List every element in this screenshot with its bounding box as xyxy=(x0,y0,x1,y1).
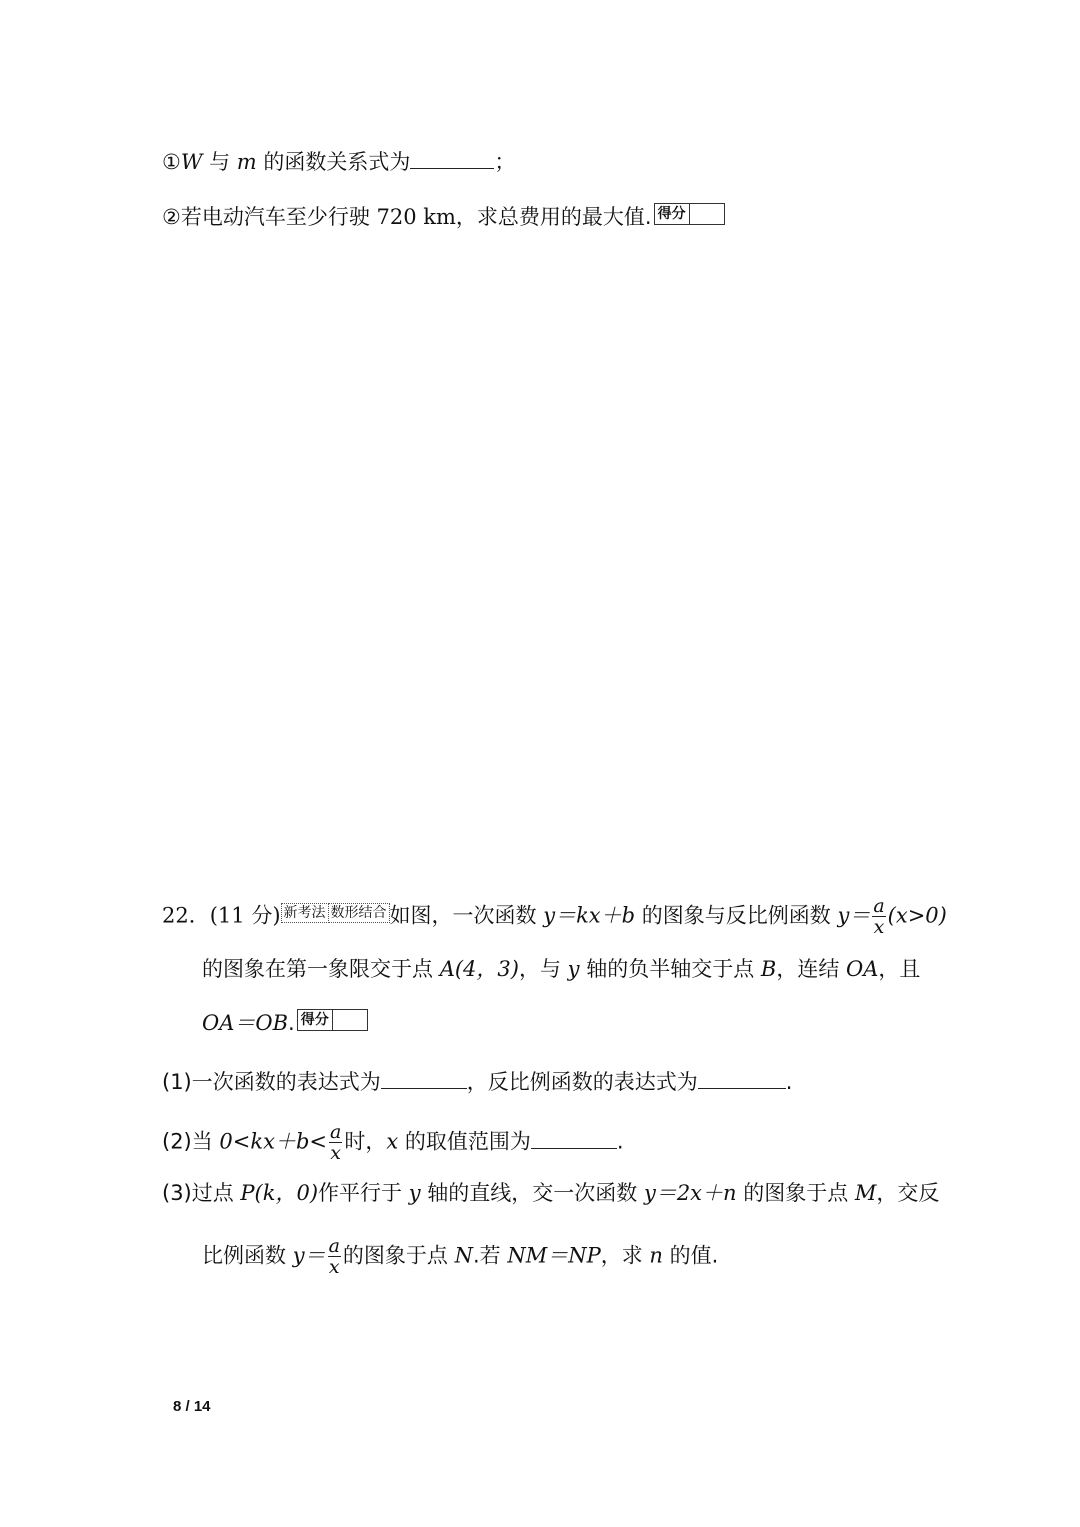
text: ，与 xyxy=(518,957,568,981)
text: 的图象与反比例函数 xyxy=(635,903,838,928)
frac-denominator: x xyxy=(330,1142,342,1164)
tag-number-shape: 数形结合 xyxy=(328,903,390,923)
var-x: x xyxy=(386,1129,399,1154)
text: 如图，一次函数 xyxy=(389,903,544,928)
sub-question-1 xyxy=(162,146,515,177)
text: . xyxy=(785,1070,793,1094)
text: 的图象在第一象限交于点 xyxy=(202,957,440,981)
text: 轴的直线，交一次函数 xyxy=(420,1181,644,1205)
text: ，求总费用的最大值. xyxy=(455,205,652,229)
answer-blank[interactable] xyxy=(410,146,494,169)
text: 的取值范围为 xyxy=(398,1129,531,1154)
fraction-a-over-x xyxy=(328,1236,341,1277)
score-box xyxy=(297,1009,368,1031)
page-number: 8 / 14 xyxy=(173,1398,211,1415)
q22-line-1 xyxy=(162,896,947,937)
text: ，求 xyxy=(600,1243,650,1268)
text: ②若电动汽车至少行驶 xyxy=(162,205,377,229)
var-m: m xyxy=(236,150,257,174)
text: 的图象于点 xyxy=(736,1181,855,1205)
distance-value: 720 km xyxy=(376,205,456,229)
domain-condition: (x>0) xyxy=(887,903,947,928)
q22-line-2 xyxy=(202,954,920,984)
text: ，反比例函数的表达式为 xyxy=(466,1070,698,1094)
linear-equation: y＝kx＋b xyxy=(543,903,636,928)
text: ，且 xyxy=(878,957,921,981)
score-label: 得分 xyxy=(298,1010,333,1030)
var-w: W xyxy=(180,150,203,174)
text: . xyxy=(288,1011,295,1035)
point-a: A(4，3) xyxy=(439,957,519,981)
score-cell[interactable] xyxy=(333,1010,367,1030)
answer-blank-range[interactable] xyxy=(531,1126,617,1149)
text: 与 xyxy=(202,150,237,174)
text: .若 xyxy=(472,1243,508,1268)
inverse-y: y＝ xyxy=(292,1243,326,1268)
inverse-y: y＝ xyxy=(837,903,871,928)
text: 时， xyxy=(344,1129,387,1154)
circled-one: ① xyxy=(162,150,181,174)
part-3-line-2 xyxy=(202,1236,718,1277)
text: 的图象于点 xyxy=(342,1243,455,1268)
score-label: 得分 xyxy=(655,204,690,224)
text: 比例函数 xyxy=(202,1243,293,1268)
text: 作平行于 xyxy=(318,1181,409,1205)
frac-denominator: x xyxy=(873,916,885,938)
linear-equation-2: y＝2x＋n xyxy=(643,1181,737,1205)
text: (3)过点 xyxy=(162,1181,241,1205)
text: . xyxy=(616,1129,624,1154)
question-number: 22． xyxy=(162,903,210,928)
text: 的值. xyxy=(662,1243,719,1268)
q22-line-3 xyxy=(202,1008,368,1038)
frac-numerator: a xyxy=(330,1121,342,1143)
text: ； xyxy=(494,150,516,174)
condition-nm-np: NM＝NP xyxy=(507,1243,601,1268)
var-y: y xyxy=(408,1181,421,1205)
text: (2)当 xyxy=(162,1129,220,1154)
frac-denominator: x xyxy=(328,1256,340,1278)
frac-numerator: a xyxy=(328,1235,340,1257)
sub-question-2 xyxy=(162,202,725,232)
var-n: n xyxy=(649,1243,663,1268)
part-2 xyxy=(162,1122,624,1163)
text: 轴的负半轴交于点 xyxy=(579,957,761,981)
inequality: 0<kx＋b< xyxy=(219,1129,327,1154)
score-cell[interactable] xyxy=(690,204,724,224)
question-points: (11 分) xyxy=(209,903,281,928)
answer-blank-linear[interactable] xyxy=(381,1066,467,1089)
answer-blank-inverse[interactable] xyxy=(698,1066,786,1089)
frac-numerator: a xyxy=(873,895,885,917)
point-m: M xyxy=(854,1181,877,1205)
part-1 xyxy=(162,1066,792,1097)
tag-new-method: 新考法 xyxy=(281,903,329,923)
var-y: y xyxy=(567,957,580,981)
fraction-a-over-x xyxy=(872,896,885,937)
point-n: N xyxy=(454,1243,473,1268)
text: ，连结 xyxy=(776,957,847,981)
text: (1)一次函数的表达式为 xyxy=(162,1070,381,1094)
text: ，交反 xyxy=(876,1181,940,1205)
condition-oa-ob: OA＝OB xyxy=(202,1011,289,1035)
segment-oa: OA xyxy=(846,957,879,981)
part-3-line-1 xyxy=(162,1178,939,1208)
score-box xyxy=(654,203,725,225)
point-p: P(k，0) xyxy=(240,1181,319,1205)
text: 的函数关系式为 xyxy=(256,150,411,174)
fraction-a-over-x xyxy=(329,1122,342,1163)
point-b: B xyxy=(760,957,777,981)
